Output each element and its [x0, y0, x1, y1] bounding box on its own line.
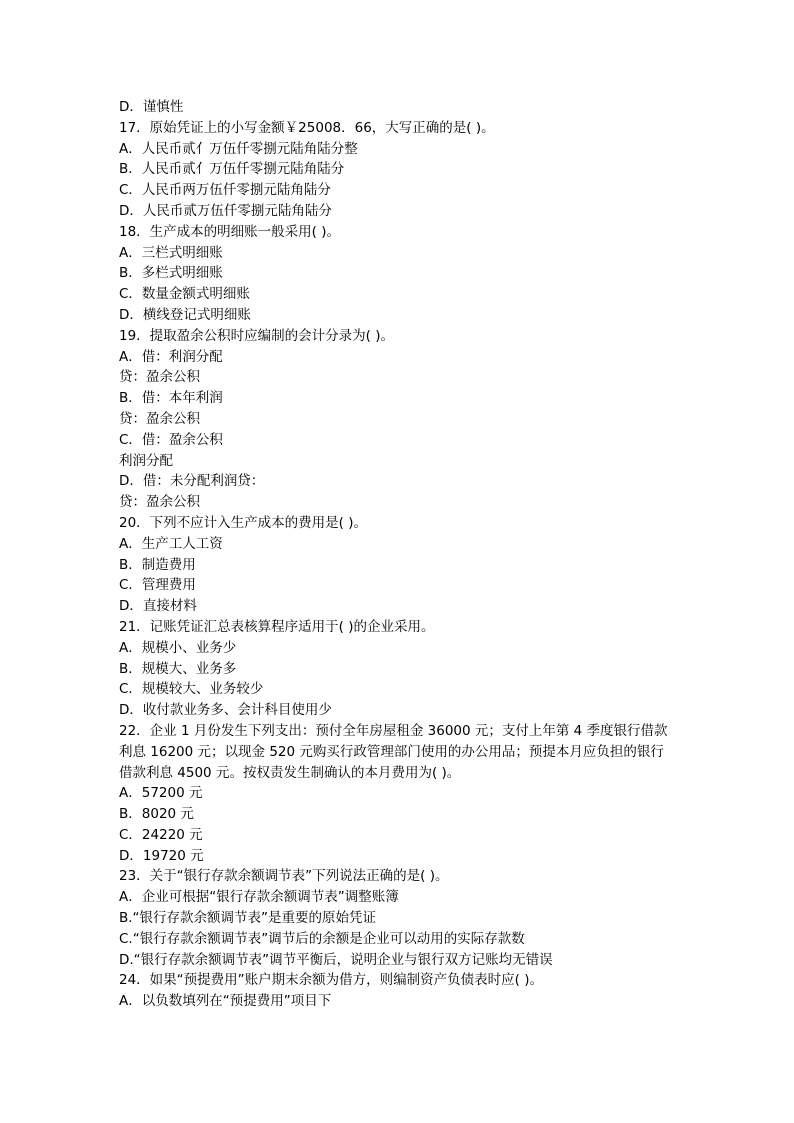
option-a-q22: A．57200 元: [119, 785, 203, 802]
option-c-q23: C.“银行存款余额调节表”调节后的余额是企业可以动用的实际存款数: [119, 930, 525, 947]
option-b-q19: B．借：本年利润: [119, 390, 223, 407]
option-c-q17: C．人民币两万伍仟零捌元陆角陆分: [119, 182, 331, 199]
option-b-q21: B．规模大、业务多: [119, 660, 237, 677]
option-c-q19: C．借：盈余公积: [119, 431, 223, 448]
question-22-line-2: 利息 16200 元；以现金 520 元购买行政管理部门使用的办公用品；预提本月应负担的银行: [119, 743, 664, 760]
option-d-q21: D．收付款业务多、会计科目使用少: [119, 702, 332, 719]
option-b-q17: B．人民币贰亻万伍仟零捌元陆角陆分: [119, 161, 345, 178]
option-a-q19-credit: 贷：盈余公积: [119, 369, 200, 386]
option-d-q17: D．人民币贰万伍仟零捌元陆角陆分: [119, 202, 332, 219]
question-23: 23．关于“银行存款余额调节表”下列说法正确的是( )。: [119, 868, 449, 885]
option-a-q18: A．三栏式明细账: [119, 244, 223, 261]
option-a-q24: A．以负数填列在“预提费用”项目下: [119, 993, 332, 1010]
question-17: 17．原始凭证上的小写金额￥25008．66，大写正确的是( )。: [119, 119, 495, 136]
option-a-q17: A．人民币贰亻万伍仟零捌元陆角陆分整: [119, 140, 358, 157]
option-d-q18: D．横线登记式明细账: [119, 306, 251, 323]
question-21: 21．记账凭证汇总表核算程序适用于( )的企业采用。: [119, 618, 435, 635]
question-19: 19．提取盈余公积时应编制的会计分录为( )。: [119, 327, 395, 344]
option-d-q23: D.“银行存款余额调节表”调节平衡后，说明企业与银行双方记账均无错误: [119, 951, 553, 968]
question-22-line-3: 借款利息 4500 元。按权责发生制确认的本月费用为( )。: [119, 764, 461, 781]
question-20: 20．下列不应计入生产成本的费用是( )。: [119, 514, 368, 531]
option-c-q22: C．24220 元: [119, 826, 203, 843]
option-c-q18: C．数量金额式明细账: [119, 286, 250, 303]
option-c-q19-credit: 利润分配: [119, 452, 173, 469]
option-a-q20: A．生产工人工资: [119, 535, 223, 552]
option-d-q16: D．谨慎性: [119, 99, 184, 115]
option-a-q19: A．借：利润分配: [119, 348, 223, 365]
option-a-q21: A．规模小、业务少: [119, 639, 237, 656]
question-18: 18．生产成本的明细账一般采用( )。: [119, 223, 341, 240]
option-d-q22: D．19720 元: [119, 847, 204, 864]
question-24: 24．如果“预提费用”账户期末余额为借方，则编制资产负债表时应( )。: [119, 972, 543, 989]
option-b-q20: B．制造费用: [119, 556, 196, 573]
question-22-line-1: 22．企业 1 月份发生下列支出：预付全年房屋租金 36000 元；支付上年第 4 季度银行借款: [119, 722, 668, 739]
option-c-q21: C．规模较大、业务较少: [119, 681, 264, 698]
option-b-q23: B.“银行存款余额调节表”是重要的原始凭证: [119, 910, 377, 927]
document-body: [119, 97, 679, 1012]
option-d-q20: D．直接材料: [119, 598, 197, 615]
option-a-q23: A．企业可根据“银行存款余额调节表”调整账簿: [119, 889, 399, 906]
option-c-q20: C．管理费用: [119, 577, 196, 594]
option-b-q22: B．8020 元: [119, 806, 194, 823]
option-d-q19: D．借：未分配利润贷：: [119, 473, 265, 490]
option-b-q19-credit: 贷：盈余公积: [119, 410, 200, 427]
option-b-q18: B．多栏式明细账: [119, 265, 223, 282]
option-d-q19-credit: 贷：盈余公积: [119, 494, 200, 511]
